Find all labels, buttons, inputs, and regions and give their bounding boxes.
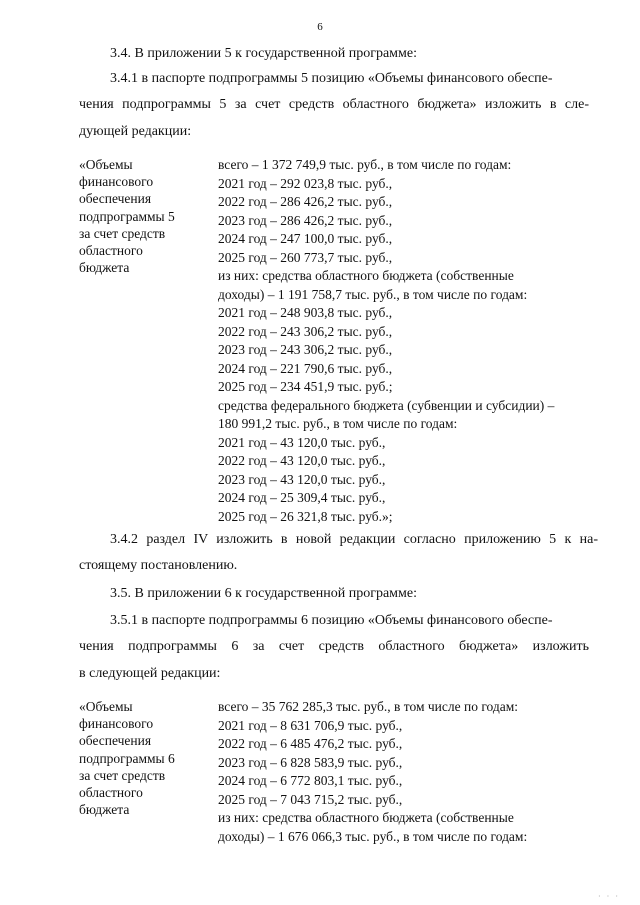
value-line: 2021 год – 248 903,8 тыс. руб., bbox=[218, 305, 393, 320]
label-line: за счет средств bbox=[79, 767, 166, 783]
value-line: 2025 год – 26 321,8 тыс. руб.»; bbox=[218, 508, 393, 524]
label-line: «Объемы bbox=[79, 699, 133, 714]
value-line: из них: средства областного бюджета (собственные bbox=[218, 268, 514, 283]
value-line: 2023 год – 286 426,2 тыс. руб., bbox=[218, 212, 393, 228]
label-line: обеспечения bbox=[79, 733, 152, 749]
item-3-5-1-line-2: чения подпрограммы 6 за счет средств областного бюджета» изложить bbox=[79, 639, 589, 654]
position-values bbox=[218, 698, 608, 846]
label-line: финансового bbox=[79, 174, 154, 190]
value-line: 2023 год – 43 120,0 тыс. руб., bbox=[218, 471, 386, 487]
value-line: 2024 год – 221 790,6 тыс. руб., bbox=[218, 360, 393, 376]
value-line: доходы) – 1 191 758,7 тыс. руб., в том числе по годам: bbox=[218, 286, 528, 302]
item-3-4-1-line-1: 3.4.1 в паспорте подпрограммы 5 позицию «Объемы финансового обеспе- bbox=[110, 71, 553, 86]
section-3-5-heading: 3.5. В приложении 6 к государственной программе: bbox=[110, 586, 417, 601]
item-3-4-1-line-2: чения подпрограммы 5 за счет средств областного бюджета» изложить в сле- bbox=[79, 97, 589, 112]
value-line: 2022 год – 286 426,2 тыс. руб., bbox=[218, 194, 393, 209]
section-3-4-heading: 3.4. В приложении 5 к государственной программе: bbox=[110, 46, 417, 61]
value-line: 2023 год – 243 306,2 тыс. руб., bbox=[218, 342, 393, 357]
value-line: всего – 1 372 749,9 тыс. руб., в том числе по годам: bbox=[218, 157, 512, 172]
value-line: средства федерального бюджета (субвенции и субсидии) – bbox=[218, 397, 555, 413]
label-line: областного bbox=[79, 243, 143, 259]
value-line: 2021 год – 292 023,8 тыс. руб., bbox=[218, 175, 393, 191]
value-line: 2022 год – 243 306,2 тыс. руб., bbox=[218, 323, 393, 339]
item-3-4-2-line-2: стоящему постановлению. bbox=[79, 558, 238, 573]
item-3-5-1-line-3: в следующей редакции: bbox=[79, 666, 221, 681]
value-line: всего – 35 762 285,3 тыс. руб., в том числе по годам: bbox=[218, 699, 519, 714]
value-line: доходы) – 1 676 066,3 тыс. руб., в том числе по годам: bbox=[218, 828, 528, 844]
value-line: 2023 год – 6 828 583,9 тыс. руб., bbox=[218, 754, 403, 770]
value-line: 2024 год – 25 309,4 тыс. руб., bbox=[218, 490, 386, 505]
label-line: обеспечения bbox=[79, 191, 152, 207]
value-line: 180 991,2 тыс. руб., в том числе по годам: bbox=[218, 416, 458, 431]
scan-marks: · · · bbox=[598, 892, 620, 901]
item-3-5-1-line-1: 3.5.1 в паспорте подпрограммы 6 позицию «Объемы финансового обеспе- bbox=[110, 613, 553, 628]
label-line: областного bbox=[79, 785, 143, 801]
position-values bbox=[218, 156, 608, 526]
value-line: 2025 год – 7 043 715,2 тыс. руб., bbox=[218, 791, 403, 807]
label-line: подпрограммы 6 bbox=[79, 750, 175, 766]
label-line: подпрограммы 5 bbox=[79, 208, 175, 224]
value-line: 2022 год – 6 485 476,2 тыс. руб., bbox=[218, 736, 403, 751]
value-line: 2024 год – 247 100,0 тыс. руб., bbox=[218, 231, 393, 246]
label-line: «Объемы bbox=[79, 157, 133, 172]
item-3-4-2-line-1: 3.4.2 раздел IV изложить в новой редакции согласно приложению 5 к на- bbox=[110, 532, 598, 547]
label-line: бюджета bbox=[79, 260, 130, 276]
position-label bbox=[79, 698, 209, 818]
label-line: бюджета bbox=[79, 802, 130, 818]
value-line: 2025 год – 260 773,7 тыс. руб., bbox=[218, 249, 393, 265]
value-line: 2025 год – 234 451,9 тыс. руб.; bbox=[218, 379, 393, 394]
value-line: 2021 год – 8 631 706,9 тыс. руб., bbox=[218, 717, 403, 733]
value-line: 2021 год – 43 120,0 тыс. руб., bbox=[218, 434, 386, 450]
value-line: из них: средства областного бюджета (собственные bbox=[218, 810, 514, 825]
label-line: финансового bbox=[79, 716, 154, 732]
item-3-4-1-line-3: дующей редакции: bbox=[79, 124, 192, 139]
value-line: 2022 год – 43 120,0 тыс. руб., bbox=[218, 453, 386, 468]
value-line: 2024 год – 6 772 803,1 тыс. руб., bbox=[218, 773, 403, 788]
position-label bbox=[79, 156, 209, 276]
label-line: за счет средств bbox=[79, 225, 166, 241]
page-number: 6 bbox=[317, 21, 323, 33]
